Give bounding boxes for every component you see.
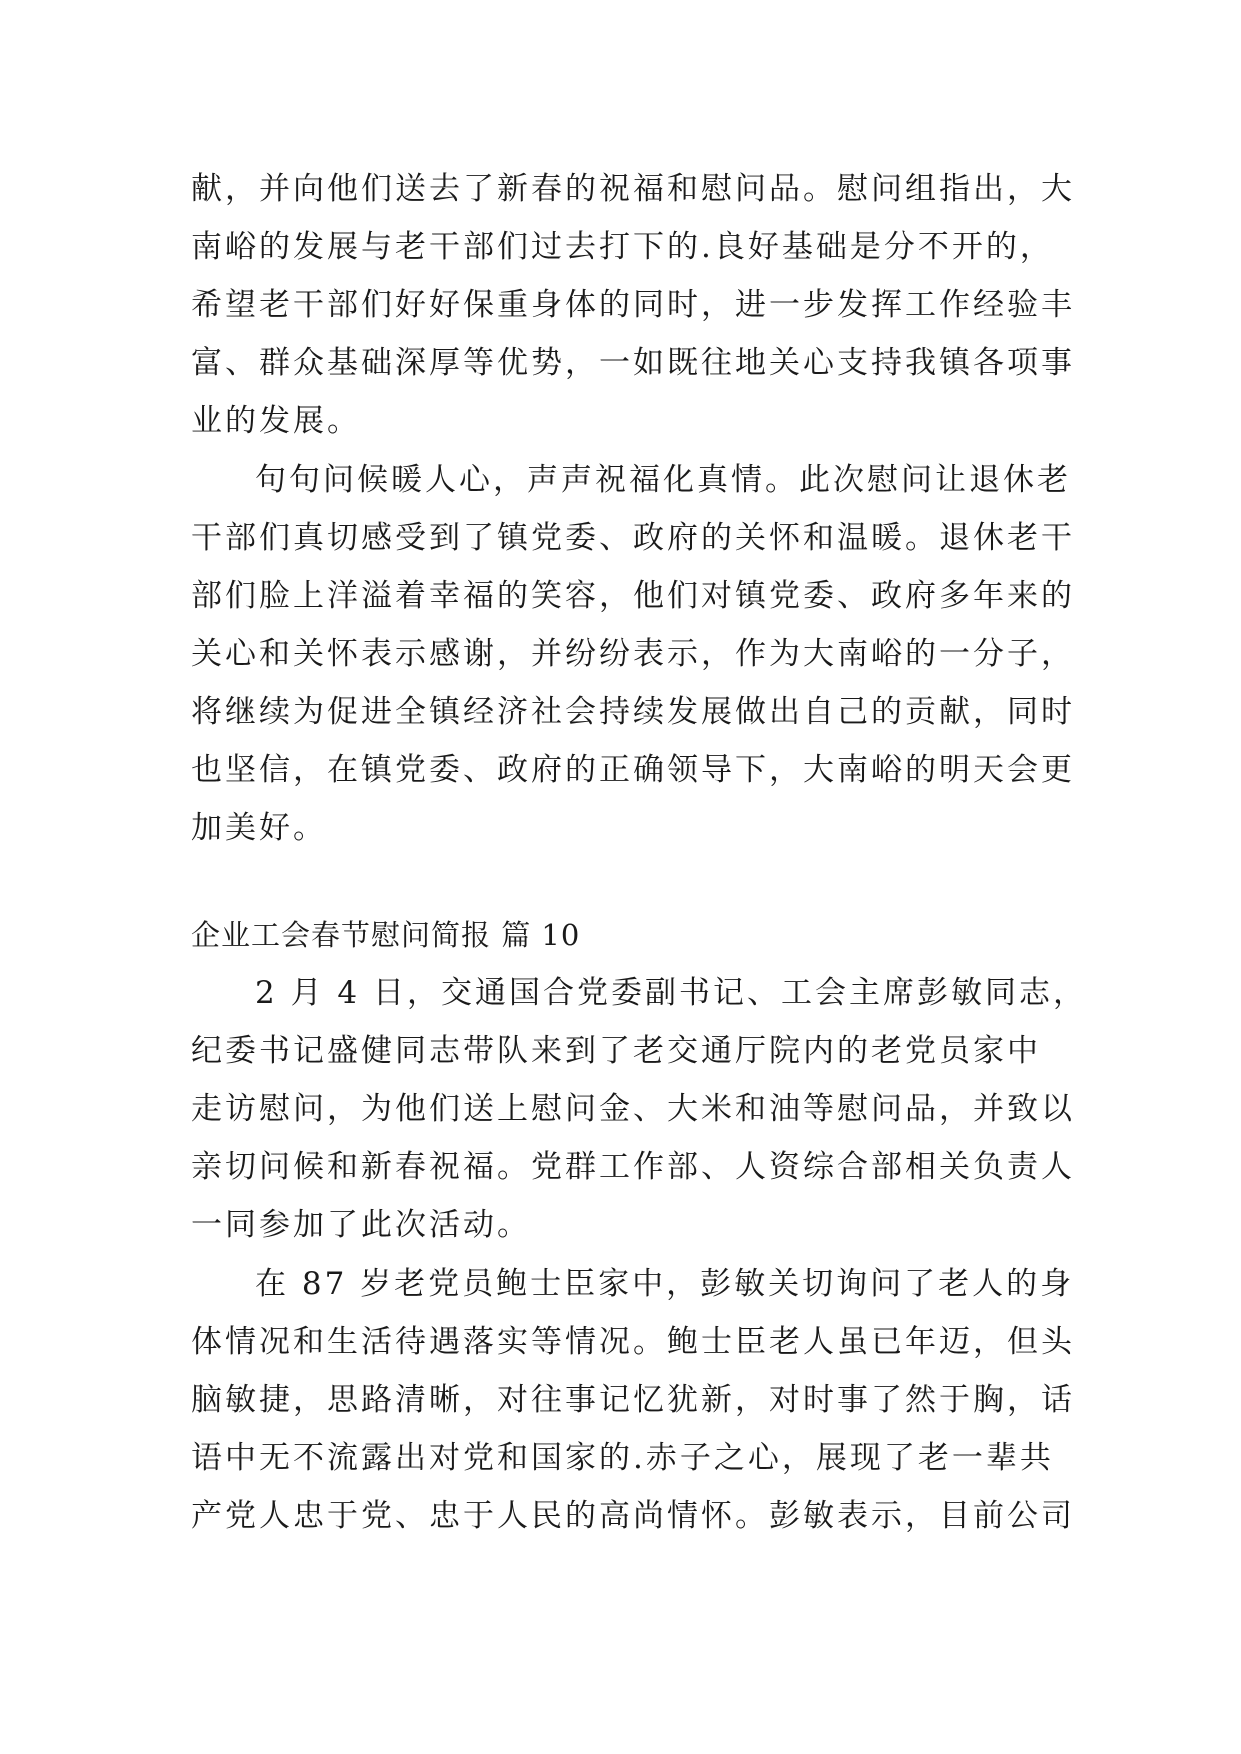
text-line: 一同参加了此次活动。	[191, 1207, 531, 1243]
text-line: 产党人忠于党、忠于人民的高尚情怀。彭敏表示，目前公司	[191, 1498, 1075, 1534]
text-line: 语中无不流露出对党和国家的.赤子之心，展现了老一辈共	[191, 1440, 1054, 1476]
text-line: 希望老干部们好好保重身体的同时，进一步发挥工作经验丰	[191, 287, 1075, 323]
text-line: 也坚信，在镇党委、政府的正确领导下，大南峪的明天会更	[191, 752, 1075, 788]
section-heading-block	[191, 906, 1071, 964]
section-heading: 企业工会春节慰问简报 篇 10	[191, 918, 581, 952]
text-line: 加美好。	[191, 810, 327, 846]
text-line: 句句问候暖人心，声声祝福化真情。此次慰问让退休老	[255, 462, 1071, 498]
text-line: 2 月 4 日，交通国合党委副书记、工会主席彭敏同志，	[255, 975, 1088, 1011]
text-line: 干部们真切感受到了镇党委、政府的关怀和温暖。退休老干	[191, 520, 1075, 556]
text-line: 业的发展。	[191, 403, 361, 439]
text-line: 体情况和生活待遇落实等情况。鲍士臣老人虽已年迈，但头	[191, 1324, 1075, 1360]
text-line: 走访慰问，为他们送上慰问金、大米和油等慰问品，并致以	[191, 1091, 1075, 1127]
text-line: 亲切问候和新春祝福。党群工作部、人资综合部相关负责人	[191, 1149, 1075, 1185]
text-line: 南峪的发展与老干部们过去打下的.良好基础是分不开的，	[191, 229, 1054, 265]
paragraph-4	[191, 1255, 1075, 1545]
text-line: 脑敏捷，思路清晰，对往事记忆犹新，对时事了然于胸，话	[191, 1382, 1075, 1418]
text-line: 部们脸上洋溢着幸福的笑容，他们对镇党委、政府多年来的	[191, 578, 1075, 614]
text-line: 献，并向他们送去了新春的祝福和慰问品。慰问组指出，大	[191, 171, 1075, 207]
paragraph-1	[191, 160, 1075, 450]
text-line: 关心和关怀表示感谢，并纷纷表示，作为大南峪的一分子，	[191, 636, 1075, 672]
text-line: 将继续为促进全镇经济社会持续发展做出自己的贡献，同时	[191, 694, 1075, 730]
text-line: 在 87 岁老党员鲍士臣家中，彭敏关切询问了老人的身	[255, 1266, 1075, 1302]
paragraph-3	[191, 964, 1088, 1254]
text-line: 纪委书记盛健同志带队来到了老交通厅院内的老党员家中	[191, 1033, 1041, 1069]
text-line: 富、群众基础深厚等优势，一如既往地关心支持我镇各项事	[191, 345, 1075, 381]
paragraph-2	[191, 451, 1075, 857]
